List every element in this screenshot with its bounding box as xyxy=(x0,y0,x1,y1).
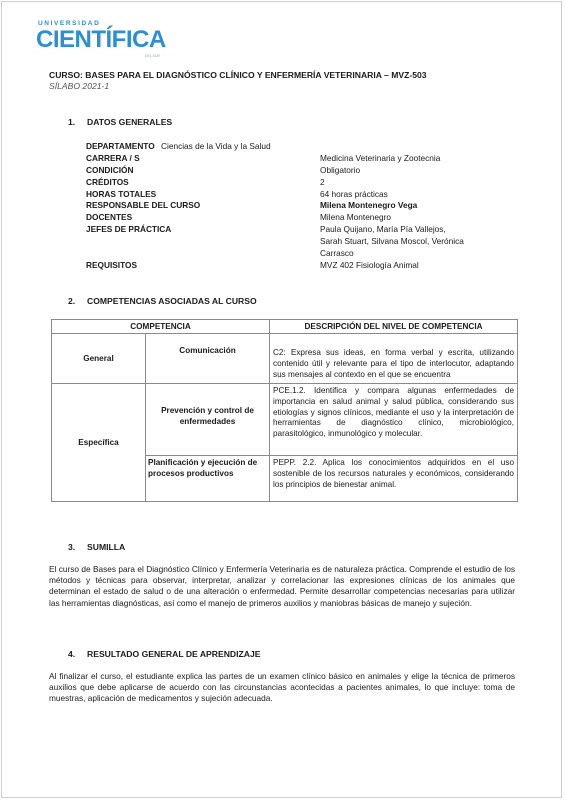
data-label: HORAS TOTALES xyxy=(86,188,157,199)
section-title: COMPETENCIAS ASOCIADAS AL CURSO xyxy=(87,296,257,306)
course-title: CURSO: BASES PARA EL DIAGNÓSTICO CLÍNICO Y ENFERMERÍA VETERINARIA – MVZ-503 xyxy=(49,70,427,80)
data-row-requisitos xyxy=(86,260,476,272)
logo-tagline-text: DEL SUR xyxy=(145,54,161,58)
table-header-row xyxy=(52,320,518,334)
competency-type-specific: Específica xyxy=(52,383,146,501)
header-descripcion: DESCRIPCIÓN DEL NIVEL DE COMPETENCIA xyxy=(270,320,518,334)
data-value: 2 xyxy=(320,176,325,187)
general-data-list xyxy=(86,141,476,272)
logo-university-text: UNIVERSIDAD xyxy=(38,20,101,27)
data-label: DEPARTAMENTO xyxy=(86,141,155,151)
data-label: CRÉDITOS xyxy=(86,176,129,187)
data-value: MVZ 402 Fisiología Animal xyxy=(320,260,419,271)
table-row xyxy=(52,334,518,384)
competency-description: PCE.1.2. Identifica y compara algunas enfermedades de importancia en salud animal y salud pública, considerando sus etiologías y signos clínicos, mediante el uso y la interpretación de herramientas de diagnóstico clínico, microbiológico, parasitológico, inmunológico y molecular. xyxy=(270,383,518,455)
data-row-horas xyxy=(86,189,476,201)
competency-name: Prevención y control de enfermedades xyxy=(146,383,270,455)
data-label: JEFES DE PRÁCTICA xyxy=(86,224,172,235)
data-value: Milena Montenegro xyxy=(320,212,392,223)
section-number: 2. xyxy=(68,296,76,306)
data-row-jefes xyxy=(86,224,476,260)
table-row xyxy=(52,383,518,455)
data-row-docentes xyxy=(86,212,476,224)
section-number: 4. xyxy=(68,649,76,659)
header-competencia: COMPETENCIA xyxy=(52,320,270,334)
data-label: CONDICIÓN xyxy=(86,164,134,175)
competency-name: Comunicación xyxy=(146,334,270,384)
data-label: RESPONSABLE DEL CURSO xyxy=(86,200,201,211)
data-row-creditos xyxy=(86,177,476,189)
data-value: Paula Quijano, María Pía Vallejos, Sarah Stuart, Silvana Moscol, Verónica Carrasco xyxy=(320,224,464,259)
competency-type-general: General xyxy=(52,334,146,384)
data-row-carrera xyxy=(86,153,476,165)
data-value: 64 horas prácticas xyxy=(320,188,388,199)
competency-description: C2: Expresa sus ideas, en forma verbal y escrita, utilizando contenido útil y relevante para el tipo de interlocutor, adaptando sus mensajes al contexto en el que se encuentra xyxy=(270,334,518,384)
data-value: Milena Montenegro Vega xyxy=(320,200,418,211)
section-number: 1. xyxy=(68,117,76,127)
competency-name: Planificación y ejecución de procesos productivos xyxy=(146,455,270,501)
learning-outcome-paragraph: Al finalizar el curso, el estudiante explica las partes de un examen clínico básico en animales y elige la técnica de primeros auxilios que debe aplicarse de acuerdo con las circunstancias acontecidas a pacientes animales, lo que incluye: toma de muestras, aplicación de medicamentos y sujeción adecuada. xyxy=(49,671,515,704)
logo-name-text: CIENTÍFICA xyxy=(36,26,166,53)
data-label: REQUISITOS xyxy=(86,260,138,271)
data-value: Medicina Veterinaria y Zootecnia xyxy=(320,152,441,163)
section-title: DATOS GENERALES xyxy=(87,117,173,127)
section-number: 3. xyxy=(68,542,76,552)
data-value: Ciencias de la Vida y la Salud xyxy=(161,141,271,151)
data-row-departamento xyxy=(86,141,476,153)
data-label: DOCENTES xyxy=(86,212,133,223)
data-row-condicion xyxy=(86,165,476,177)
data-row-responsable xyxy=(86,200,476,212)
data-label: CARRERA / S xyxy=(86,152,140,163)
competencies-table xyxy=(51,319,518,502)
university-logo xyxy=(36,20,166,60)
section-title: RESULTADO GENERAL DE APRENDIZAJE xyxy=(87,649,261,659)
syllabus-label: SÍLABO 2021-1 xyxy=(49,81,110,91)
competency-description: PEPP. 2.2. Aplica los conocimientos adquiridos en el uso sostenible de los recursos naturales y económicos, considerando los principios de bienestar animal. xyxy=(270,455,518,501)
data-value: Obligatorio xyxy=(320,164,361,175)
section-title: SUMILLA xyxy=(87,542,126,552)
sumilla-paragraph: El curso de Bases para el Diagnóstico Clínico y Enfermería Veterinaria es de naturaleza práctica. Comprende el estudio de los métodos y técnicas para observar, interpretar, analizar y correlacionar las expresiones clínicas de los animales que determinan el estado de salud o de una alteración o enfermedad. Permite desarrollar competencias necesarias para utilizar las herramientas diagnósticas, así como el manejo de primeros auxilios y maniobras básicas de manejo y sujeción. xyxy=(49,564,515,608)
